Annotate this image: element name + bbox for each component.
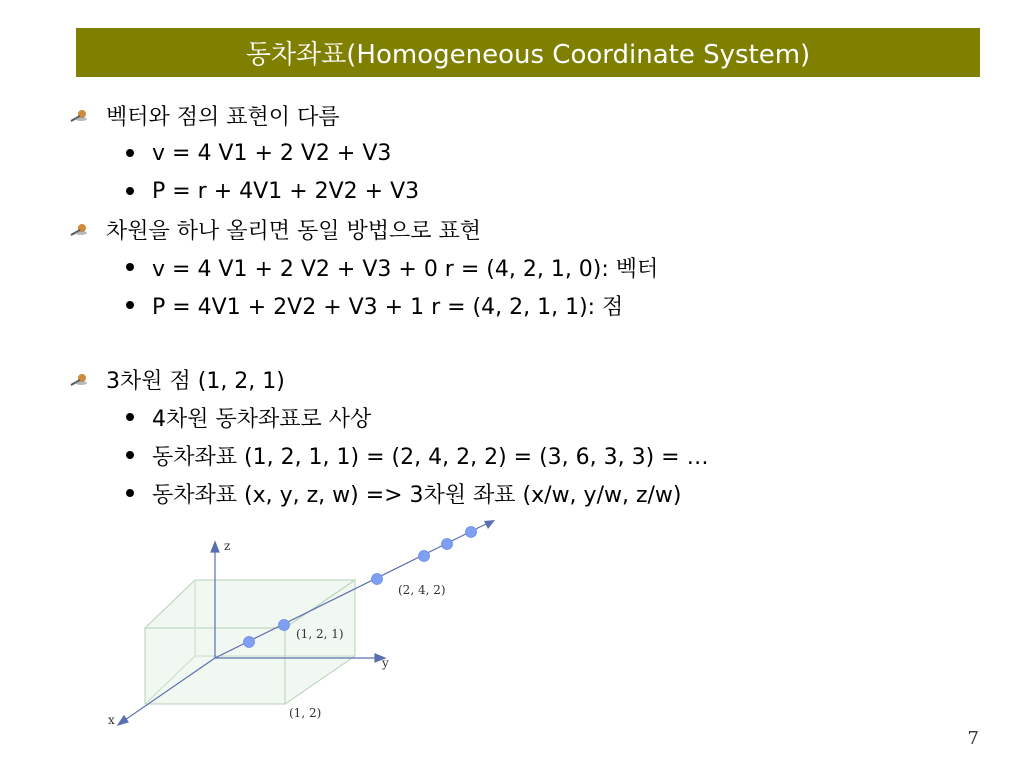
page-number: 7 [967, 728, 979, 749]
bullet-dot-icon [126, 451, 134, 459]
sub-bullet [70, 398, 970, 436]
homogeneous-coordinate-diagram [100, 510, 520, 740]
sub-bullet [70, 248, 970, 286]
sub-bullet [70, 172, 970, 210]
axis-x-label: x [108, 713, 115, 727]
sub-bullet [70, 474, 970, 512]
bullet-dot-icon [126, 263, 134, 271]
sub-bullet [70, 134, 970, 172]
sub-bullet [70, 436, 970, 474]
bullet-dot-icon [126, 149, 134, 157]
sub-bullet-text: 동차좌표 (x, y, z, w) => 3차원 좌표 (x/w, y/w, z/w) [152, 482, 682, 508]
sub-bullet [70, 286, 970, 324]
ray-point [244, 637, 255, 648]
slide-body [70, 96, 970, 512]
ray-point [442, 539, 453, 550]
bullet-dot-icon [126, 413, 134, 421]
ray-point [419, 551, 430, 562]
bullet-text: 차원을 하나 올리면 동일 방법으로 표현 [106, 218, 481, 244]
point-label-1-2-1: (1, 2, 1) [296, 627, 344, 641]
bullet-text: 3차원 점 (1, 2, 1) [106, 368, 285, 394]
bullet-dot-icon [126, 187, 134, 195]
sub-bullet-text: v = 4 V1 + 2 V2 + V3 [152, 140, 392, 166]
base-label-1-2: (1, 2) [289, 706, 322, 720]
axis-y-label: y [382, 656, 389, 670]
bullet-item [70, 210, 970, 248]
sub-bullet-text: P = 4V1 + 2V2 + V3 + 1 r = (4, 2, 1, 1): 점 [152, 294, 624, 320]
sub-bullet-text: v = 4 V1 + 2 V2 + V3 + 0 r = (4, 2, 1, 0): 벡터 [152, 256, 659, 282]
bullet-text: 벡터와 점의 표현이 다름 [106, 104, 340, 130]
point-label-2-4-2: (2, 4, 2) [398, 583, 446, 597]
bullet-dot-icon [126, 301, 134, 309]
sub-bullet-text: P = r + 4V1 + 2V2 + V3 [152, 178, 420, 204]
pushpin-icon [70, 222, 88, 236]
pushpin-icon [70, 372, 88, 386]
ray-point-1-2-1 [279, 620, 290, 631]
axis-z-label: z [224, 539, 231, 553]
ray-point-2-4-2 [372, 574, 383, 585]
bullet-item [70, 96, 970, 134]
ray-point [466, 527, 477, 538]
pushpin-icon [70, 108, 88, 122]
sub-bullet-text: 동차좌표 (1, 2, 1, 1) = (2, 4, 2, 2) = (3, 6, 3, 3) = … [152, 444, 709, 470]
bullet-item [70, 360, 970, 398]
sub-bullet-text: 4차원 동차좌표로 사상 [152, 406, 372, 432]
slide-title-bar [76, 28, 980, 77]
slide-title: 동차좌표(Homogeneous Coordinate System) [245, 40, 811, 70]
bullet-dot-icon [126, 489, 134, 497]
